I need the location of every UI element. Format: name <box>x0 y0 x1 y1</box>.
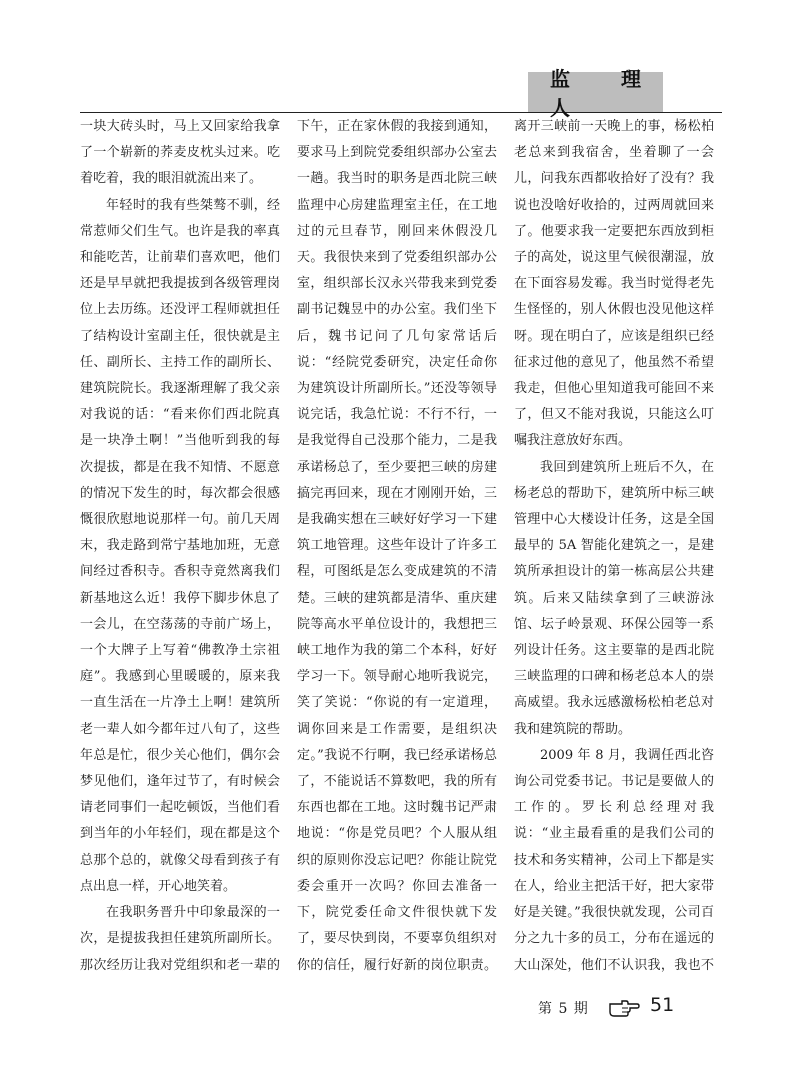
text-column-2 <box>297 114 497 978</box>
issue-label: 第 5 期 <box>538 1001 589 1017</box>
paragraph: 年轻时的我有些桀骜不驯，经常惹师父们生气。也许是我的率真和能吃苦，让前辈们喜欢吧，他们还是早早就把我提拔到各级管理岗位上去历练。还没评工程师就担任了结构设计室副主任，很快就是主任、副所长、主持工作的副所长、建筑院院长。我逐渐理解了我父亲对我说的话：“看来你们西北院真是一块净土啊！”当他听到我的每次提拔，都是在我不知情、不愿意的情况下发生的时，每次都会很感慨很欣慰地说那样一句。前几天周末，我走路到常宁基地加班，无意间经过香积寺。香积寺竟然离我们新基地这么近！我停下脚步休息了一会儿，在空荡荡的寺前广场上，一个大牌子上写着“佛教净土宗祖庭”。我感到心里暖暖的，原来我一直生活在一片净土上啊！建筑所老一辈人如今都年过八旬了，这些年总是忙，很少关心他们，偶尔会梦见他们，逢年过节了，有时候会请老同事们一起吃顿饭，当他们看到当年的小年轻们，现在都是这个总那个总的，就像父母看到孩子有点出息一样，开心地笑着。 <box>80 197 280 894</box>
paragraph: 我回到建筑所上班后不久，在杨老总的帮助下，建筑所中标三峡管理中心大楼设计任务，这是全国最早的 5A 智能化建筑之一，是建筑所承担设计的第一栋高层公共建筑。后来又陆续拿到了三峡游泳馆、坛子岭景观、环保公园等一系列设计任务。这主要靠的是西北院三峡监理的口碑和杨老总本人的崇高威望。我永远感激杨松柏老总对我和建筑院的帮助。 <box>514 459 714 737</box>
pointing-hand-icon <box>608 998 640 1018</box>
text-column-1 <box>80 114 280 978</box>
page-footer <box>0 996 794 1026</box>
section-title-badge: 监 理 人 <box>528 72 663 112</box>
paragraph: 2009 年 8 月，我调任西北咨询公司党委书记。书记是要做人的工作的。罗长利总经理对我说：“业主最看重的是我们公司的技术和务实精神，公司上下都是实在人，给业主把活干好，把大家带好是关键。”我很快就发现，公司百分之九十多的员工，分布在遥远的大山深处，他们不认识我，我也不 <box>514 747 714 973</box>
paragraph: 下午，正在家休假的我接到通知，要求马上到院党委组织部办公室去一趟。我当时的职务是西北院三峡监理中心房建监理室主任，在工地过的元旦春节，刚回来休假没几天。我很快来到了党委组织部办公室，组织部长汉永兴带我来到党委副书记魏昱中的办公室。我们坐下后，魏书记问了几句家常话后说：“经院党委研究，决定任命你为建筑设计所副所长。”还没等领导说完话，我急忙说：不行不行，一是我觉得自己没那个能力，二是我承诺杨总了，至少要把三峡的房建搞完再回来，现在才刚刚开始，三是我确实想在三峡好好学习一下建筑工地管理。这些年设计了许多工程，可图纸是怎么变成建筑的不清楚。三峡的建筑都是清华、重庆建院等高水平单位设计的，我想把三峡工地作为我的第二个本科，好好学习一下。领导耐心地听我说完，笑了笑说：“你说的有一定道理，调你回来是工作需要，是组织决定。”我说不行啊，我已经承诺杨总了，不能说话不算数吧，我的所有东西也都在工地。这时魏书记严肃地说：“你是党员吧？个人服从组织的原则你没忘记吧？你能让院党委会重开一次吗？你回去准备一下，院党委任命文件很快就下发了，要尽快到岗，不要辜负组织对你的信任，履行好新的岗位职责。 <box>297 119 497 973</box>
text-column-3 <box>514 114 714 978</box>
article-body <box>80 114 714 978</box>
page-number: 51 <box>650 994 675 1016</box>
paragraph: 一块大砖头时，马上又回家给我拿了一个崭新的荞麦皮枕头过来。吃着吃着，我的眼泪就流出来了。 <box>80 119 280 187</box>
paragraph: 离开三峡前一天晚上的事，杨松柏老总来到我宿舍，坐着聊了一会儿，问我东西都收拾好了没有？我说也没啥好收拾的，过两周就回来了。他要求我一定要把东西放到柜子的高处，说这里气候很潮湿，放在下面容易发霉。我当时觉得老先生怪怪的，别人休假也没见他这样呀。现在明白了，应该是组织已经征求过他的意见了，他虽然不希望我走，但他心里知道我可能回不来了，但又不能对我说，只能这么叮嘱我注意放好东西。 <box>514 119 714 449</box>
paragraph: 在我职务晋升中印象最深的一次，是提拔我担任建筑所副所长。那次经历让我对党组织和老一辈的 <box>80 905 280 973</box>
